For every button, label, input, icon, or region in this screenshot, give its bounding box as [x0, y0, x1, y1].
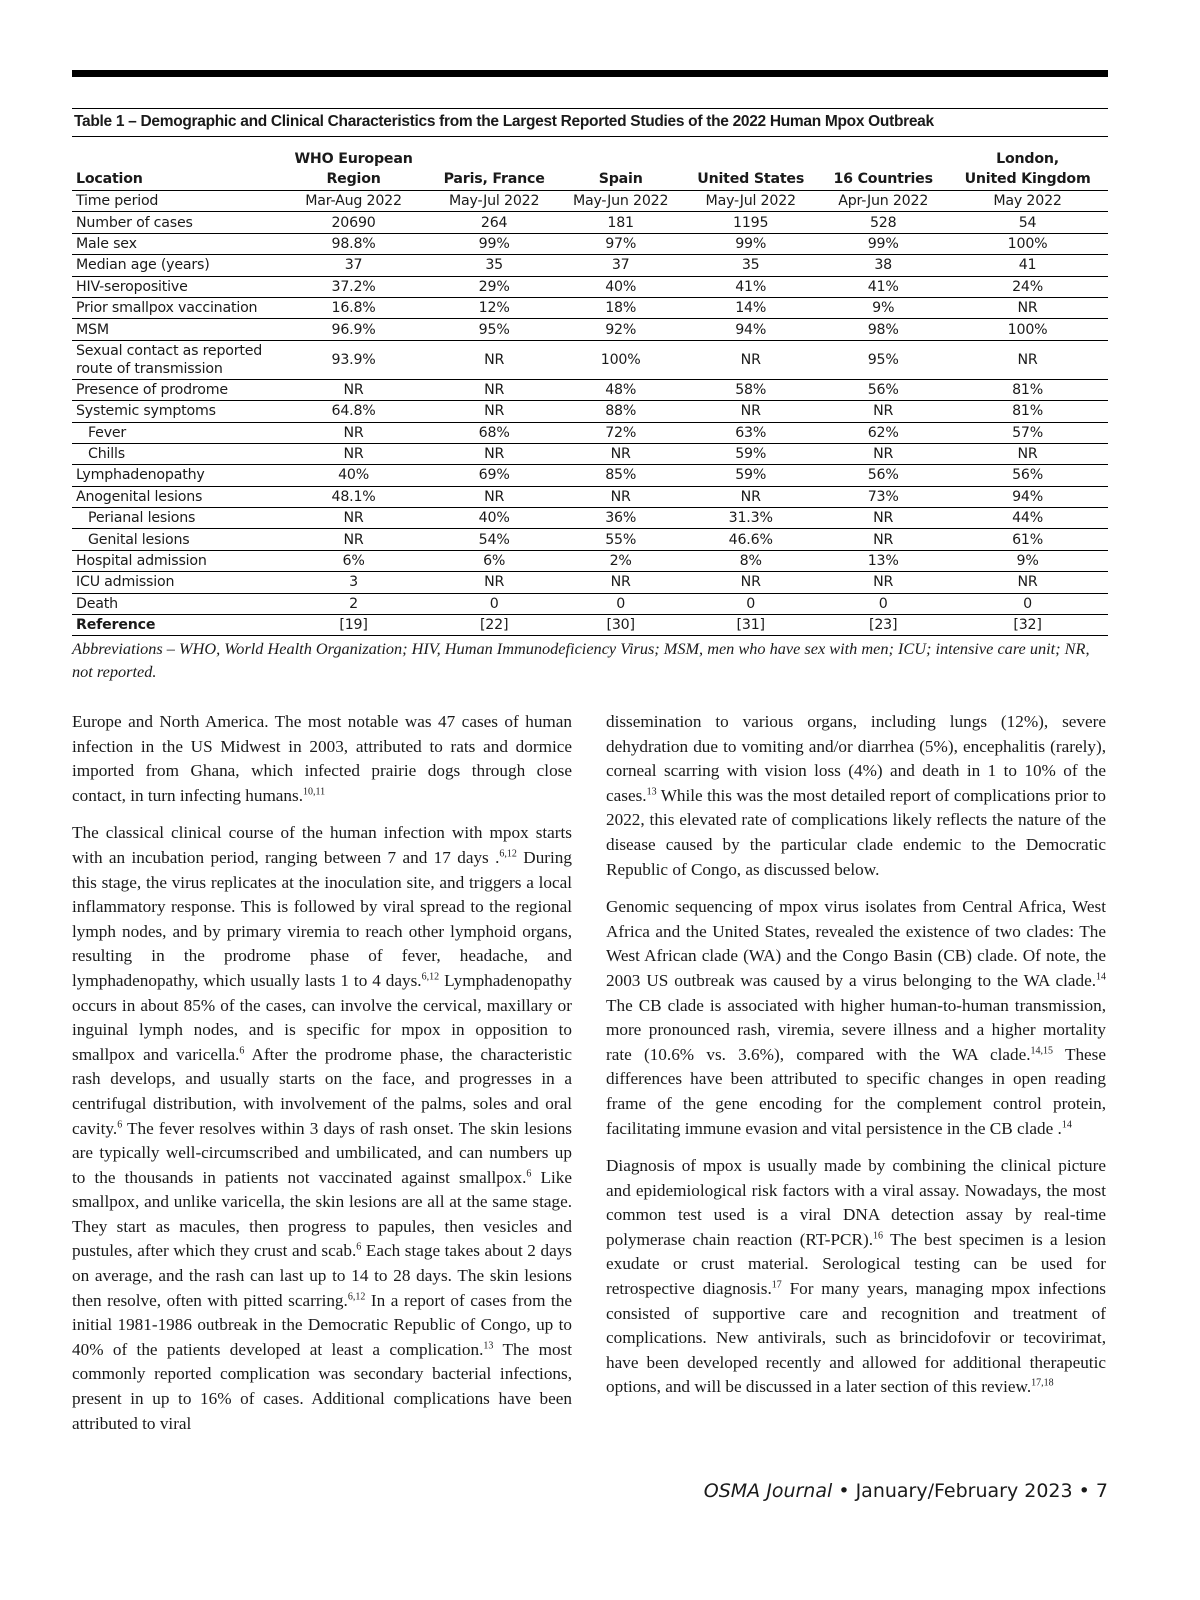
table-cell: 31.3%	[682, 508, 819, 529]
paragraph-text: The best specimen is a lesion exudate or crust material. Serological testing can be used for retrospective diagnosis.	[606, 1229, 1106, 1299]
table-cell: 44%	[947, 508, 1108, 529]
table-row	[72, 508, 1108, 529]
table-cell: NR	[947, 443, 1108, 464]
paragraph-text: The fever resolves within 3 days of rash onset. The skin lesions are typically well-circumscribed and umbilicated, and can numbers up to the thousands in patients not vaccinated against smallpox.	[72, 1118, 572, 1187]
paragraph-text: The classical clinical course of the human infection with mpox starts with an incubation period, ranging between 7 and 17 days .	[72, 823, 572, 867]
row-label: Genital lesions	[72, 529, 278, 550]
table-row	[72, 255, 1108, 276]
paragraph-text: These differences have been attributed to specific changes in open reading frame of the gene encoding for the complement control protein, facilitating immune evasion and vital persistence in the CB clade .	[606, 1044, 1106, 1138]
paragraph-text: During this stage, the virus replicates at the inoculation site, and triggers a local inflammatory response. This is followed by viral spread to the regional lymph nodes, and by primary viremia to reach other lymphoid organs, resulting in the prodrome phase of fever, headache, and lymphadenopathy, which usually lasts 1 to 4 days.	[72, 847, 572, 990]
table-cell: 29%	[429, 276, 559, 297]
row-label: Anogenital lesions	[72, 486, 278, 507]
table-cell: 2	[278, 593, 429, 614]
table-row	[72, 297, 1108, 318]
table-cell: 0	[559, 593, 682, 614]
table-cell: 2%	[559, 550, 682, 571]
table-cell: 18%	[559, 297, 682, 318]
table-cell: 0	[947, 593, 1108, 614]
row-label: HIV-seropositive	[72, 276, 278, 297]
row-label: Time period	[72, 191, 278, 212]
top-rule	[72, 70, 1108, 77]
table-cell: 40%	[429, 508, 559, 529]
table-cell: NR	[819, 508, 947, 529]
body-column-right	[606, 710, 1106, 1413]
table-cell: 68%	[429, 422, 559, 443]
column-header-line: Location	[76, 171, 143, 187]
body-paragraph	[72, 821, 572, 1436]
issue-date: January/February 2023	[855, 1480, 1073, 1502]
table-1	[72, 108, 1108, 683]
paragraph-text: Europe and North America. The most notable was 47 cases of human infection in the US Midwest in 2003, attributed to rats and dormice imported from Ghana, which infected prairie dogs through close contact, in turn infecting humans.	[72, 712, 572, 805]
table-abbreviations: Abbreviations – WHO, World Health Organization; HIV, Human Immunodeficiency Virus; MSM, men who have sex with men; ICU; intensive care unit; NR, not reported.	[72, 639, 1090, 682]
table-cell: NR	[819, 443, 947, 464]
column-header	[559, 149, 682, 191]
table-cell: NR	[819, 401, 947, 422]
table-cell: Apr-Jun 2022	[819, 191, 947, 212]
column-header-line: Paris, France	[443, 171, 545, 187]
table-cell: 0	[819, 593, 947, 614]
characteristics-table	[72, 149, 1108, 636]
paragraph-text: For many years, managing mpox infections consisted of supportive care and recognition and treatment of complications. New antivirals, such as brincidofovir or tecovirimat, have been developed recently and allowed for additional therapeutic options, and will be discussed in a later section of this review.	[606, 1279, 1106, 1397]
table-cell: NR	[682, 401, 819, 422]
paragraph-text: Diagnosis of mpox is usually made by combining the clinical picture and epidemiological risk factors with a viral assay. Nowadays, the most common test used is a viral DNA detection assay by real-time polymerase chain reaction (RT-PCR).	[606, 1156, 1106, 1249]
table-cell: 94%	[682, 319, 819, 340]
table-cell: 69%	[429, 465, 559, 486]
body-column-left	[72, 710, 572, 1449]
table-cell: 56%	[947, 465, 1108, 486]
table-cell: 85%	[559, 465, 682, 486]
table-row	[72, 550, 1108, 571]
table-cell: 13%	[819, 550, 947, 571]
table-title: Table 1 – Demographic and Clinical Characteristics from the Largest Reported Studies of the 2022 Human Mpox Outbreak	[72, 108, 1108, 137]
table-cell: 1195	[682, 212, 819, 233]
column-header	[278, 149, 429, 191]
journal-name: OSMA Journal	[703, 1480, 833, 1502]
table-cell: 16.8%	[278, 297, 429, 318]
table-cell: 41	[947, 255, 1108, 276]
row-label: Hospital admission	[72, 550, 278, 571]
table-cell: 63%	[682, 422, 819, 443]
body-paragraph	[606, 1154, 1106, 1400]
table-cell: NR	[682, 340, 819, 379]
citation-superscript: 14	[1096, 971, 1106, 983]
table-cell: 35	[429, 255, 559, 276]
body-paragraph	[72, 710, 572, 808]
table-cell: 58%	[682, 379, 819, 400]
table-cell: 14%	[682, 297, 819, 318]
table-row	[72, 379, 1108, 400]
table-cell: 6%	[429, 550, 559, 571]
row-label: Fever	[72, 422, 278, 443]
table-cell: 35	[682, 255, 819, 276]
table-cell: 0	[682, 593, 819, 614]
page-footer	[704, 1480, 1108, 1502]
table-cell: NR	[278, 443, 429, 464]
table-cell: NR	[559, 572, 682, 593]
table-cell: NR	[278, 529, 429, 550]
table-cell: 12%	[429, 297, 559, 318]
table-cell: NR	[429, 401, 559, 422]
table-cell: Mar-Aug 2022	[278, 191, 429, 212]
table-cell: 100%	[559, 340, 682, 379]
paragraph-text: While this was the most detailed report of complications prior to 2022, this elevated rate of complications likely reflects the nature of the disease caused by the particular clade endemic to the Democratic Republic of Congo, as discussed below.	[606, 785, 1106, 879]
table-cell: NR	[559, 486, 682, 507]
paragraph-text: The most commonly reported complication was secondary bacterial infections, present in up to 16% of cases. Additional complications have been attributed to viral	[72, 1339, 572, 1433]
table-cell: 96.9%	[278, 319, 429, 340]
table-cell: NR	[682, 486, 819, 507]
table-cell: 528	[819, 212, 947, 233]
table-cell: 0	[429, 593, 559, 614]
table-cell: 81%	[947, 379, 1108, 400]
table-cell: NR	[947, 572, 1108, 593]
table-row	[72, 212, 1108, 233]
table-cell: NR	[819, 572, 947, 593]
column-header-line: London,	[996, 151, 1059, 167]
row-label: Lymphadenopathy	[72, 465, 278, 486]
table-cell: 37	[559, 255, 682, 276]
table-cell: 24%	[947, 276, 1108, 297]
table-cell: May 2022	[947, 191, 1108, 212]
citation-superscript: 6,12	[347, 1290, 366, 1302]
table-cell: NR	[429, 340, 559, 379]
table-cell: 56%	[819, 465, 947, 486]
table-cell: 99%	[429, 233, 559, 254]
column-header	[429, 149, 559, 191]
citation-superscript: 14	[1061, 1118, 1072, 1130]
column-header-line: 16 Countries	[833, 171, 933, 187]
citation-superscript: 13	[483, 1340, 494, 1352]
table-cell: [32]	[947, 615, 1108, 636]
citation-superscript: 6	[356, 1241, 362, 1253]
table-row	[72, 572, 1108, 593]
column-header-line: United Kingdom	[964, 171, 1091, 187]
paragraph-text: In a report of cases from the initial 1981-1986 outbreak in the Democratic Republic of Congo, up to 40% of the patients developed at least a complication.	[72, 1290, 572, 1359]
column-header-line: Spain	[598, 171, 643, 187]
table-row	[72, 319, 1108, 340]
table-cell: 93.9%	[278, 340, 429, 379]
table-row	[72, 422, 1108, 443]
table-cell: 54	[947, 212, 1108, 233]
table-cell: 41%	[682, 276, 819, 297]
column-header-line: United States	[697, 171, 805, 187]
table-cell: 264	[429, 212, 559, 233]
table-cell: 100%	[947, 233, 1108, 254]
table-cell: 95%	[819, 340, 947, 379]
column-header	[947, 149, 1108, 191]
table-cell: May-Jul 2022	[682, 191, 819, 212]
table-row	[72, 340, 1108, 379]
paragraph-text: Genomic sequencing of mpox virus isolates from Central Africa, West Africa and the United States, revealed the existence of two clades: The West African clade (WA) and the Congo Basin (CB) clade. Of note, the 2003 US outbreak was caused by a virus belonging to the WA clade.	[606, 897, 1106, 990]
table-cell: 37	[278, 255, 429, 276]
table-cell: 36%	[559, 508, 682, 529]
table-cell: May-Jun 2022	[559, 191, 682, 212]
table-row	[72, 486, 1108, 507]
row-label: Sexual contact as reported route of transmission	[72, 340, 278, 379]
table-cell: NR	[429, 572, 559, 593]
row-label: Median age (years)	[72, 255, 278, 276]
table-cell: NR	[682, 572, 819, 593]
table-cell: NR	[278, 508, 429, 529]
table-cell: 92%	[559, 319, 682, 340]
paragraph-text: Like smallpox, and unlike varicella, the skin lesions are all at the same stage. They start as macules, then progress to papules, then vesicles and pustules, after which they crust and scab.	[72, 1167, 572, 1261]
paragraph-text: dissemination to various organs, including lungs (12%), severe dehydration due to vomiting and/or diarrhea (5%), encephalitis (rarely), corneal scarring with vision loss (4%) and death in 1 to 10% of the cases.	[606, 712, 1106, 805]
table-cell: 98.8%	[278, 233, 429, 254]
table-cell: 9%	[819, 297, 947, 318]
footer-sep: •	[838, 1480, 850, 1502]
paragraph-text: Lymphadenopathy occurs in about 85% of the cases, can involve the cervical, maxillary or inguinal lymph nodes, and is specific for mpox in opposition to smallpox and varicella.	[72, 970, 572, 1064]
table-cell: NR	[429, 379, 559, 400]
citation-superscript: 6	[239, 1044, 245, 1056]
citation-superscript: 6	[526, 1167, 532, 1179]
table-cell: 37.2%	[278, 276, 429, 297]
page-number: 7	[1095, 1480, 1108, 1502]
citation-superscript: 16	[873, 1230, 884, 1242]
table-cell: 3	[278, 572, 429, 593]
citation-superscript: 13	[646, 786, 657, 798]
table-cell: 64.8%	[278, 401, 429, 422]
row-label: Presence of prodrome	[72, 379, 278, 400]
citation-superscript: 6	[117, 1118, 123, 1130]
table-cell: NR	[559, 443, 682, 464]
table-cell: NR	[947, 340, 1108, 379]
paragraph-text: After the prodrome phase, the characteristic rash develops, and usually starts on the face, and progresses in a centrifugal distribution, with involvement of the palms, soles and oral cavity.	[72, 1044, 572, 1138]
paragraph-text: The CB clade is associated with higher human-to-human transmission, more pronounced rash, viremia, severe illness and a higher mortality rate (10.6% vs. 3.6%), compared with the WA clade.	[606, 995, 1106, 1064]
table-cell: [23]	[819, 615, 947, 636]
table-cell: NR	[429, 486, 559, 507]
citation-superscript: 6,12	[499, 848, 517, 860]
table-cell: May-Jul 2022	[429, 191, 559, 212]
table-row	[72, 233, 1108, 254]
body-paragraph	[606, 710, 1106, 882]
table-cell: 40%	[278, 465, 429, 486]
row-label: Reference	[72, 615, 278, 636]
table-row	[72, 191, 1108, 212]
table-cell: 62%	[819, 422, 947, 443]
table-cell: 181	[559, 212, 682, 233]
table-cell: [22]	[429, 615, 559, 636]
row-label: Death	[72, 593, 278, 614]
table-cell: 61%	[947, 529, 1108, 550]
citation-superscript: 6,12	[421, 971, 440, 983]
table-body	[72, 191, 1108, 636]
table-cell: 6%	[278, 550, 429, 571]
table-cell: 20690	[278, 212, 429, 233]
row-label: Perianal lesions	[72, 508, 278, 529]
table-cell: 41%	[819, 276, 947, 297]
table-cell: NR	[819, 529, 947, 550]
table-cell: 94%	[947, 486, 1108, 507]
table-cell: 100%	[947, 319, 1108, 340]
table-cell: 81%	[947, 401, 1108, 422]
column-header	[819, 149, 947, 191]
row-label: MSM	[72, 319, 278, 340]
column-header-line: Region	[326, 171, 381, 187]
table-row	[72, 593, 1108, 614]
table-cell: NR	[278, 379, 429, 400]
row-label: Number of cases	[72, 212, 278, 233]
table-cell: 48.1%	[278, 486, 429, 507]
table-cell: 54%	[429, 529, 559, 550]
table-cell: 46.6%	[682, 529, 819, 550]
row-label: ICU admission	[72, 572, 278, 593]
column-header-location	[72, 149, 278, 191]
body-paragraph	[606, 895, 1106, 1141]
row-label: Systemic symptoms	[72, 401, 278, 422]
table-cell: 55%	[559, 529, 682, 550]
table-cell: 8%	[682, 550, 819, 571]
table-row	[72, 465, 1108, 486]
table-cell: NR	[429, 443, 559, 464]
row-label: Chills	[72, 443, 278, 464]
table-cell: 99%	[682, 233, 819, 254]
column-header-line: WHO European	[294, 151, 413, 167]
table-cell: 9%	[947, 550, 1108, 571]
citation-superscript: 10,11	[303, 786, 326, 798]
table-cell: 40%	[559, 276, 682, 297]
table-row	[72, 615, 1108, 636]
paragraph-text: Each stage takes about 2 days on average, and the rash can last up to 14 to 28 days. The skin lesions then resolve, often with pitted scarring.	[72, 1241, 572, 1310]
table-row	[72, 401, 1108, 422]
table-cell: 73%	[819, 486, 947, 507]
column-header	[682, 149, 819, 191]
table-cell: 72%	[559, 422, 682, 443]
citation-superscript: 14,15	[1030, 1044, 1054, 1056]
row-label: Prior smallpox vaccination	[72, 297, 278, 318]
table-row	[72, 529, 1108, 550]
table-cell: 95%	[429, 319, 559, 340]
table-cell: 98%	[819, 319, 947, 340]
footer-sep: •	[1078, 1480, 1090, 1502]
table-cell: NR	[947, 297, 1108, 318]
table-cell: [30]	[559, 615, 682, 636]
table-cell: 99%	[819, 233, 947, 254]
table-row	[72, 443, 1108, 464]
table-cell: 59%	[682, 465, 819, 486]
table-cell: [31]	[682, 615, 819, 636]
citation-superscript: 17,18	[1031, 1377, 1054, 1389]
table-cell: 56%	[819, 379, 947, 400]
table-cell: 97%	[559, 233, 682, 254]
row-label: Male sex	[72, 233, 278, 254]
table-row	[72, 276, 1108, 297]
table-cell: 59%	[682, 443, 819, 464]
table-cell: 57%	[947, 422, 1108, 443]
table-cell: NR	[278, 422, 429, 443]
citation-superscript: 17	[771, 1279, 782, 1291]
table-cell: [19]	[278, 615, 429, 636]
table-header-row	[72, 149, 1108, 191]
table-cell: 48%	[559, 379, 682, 400]
table-cell: 88%	[559, 401, 682, 422]
table-cell: 38	[819, 255, 947, 276]
